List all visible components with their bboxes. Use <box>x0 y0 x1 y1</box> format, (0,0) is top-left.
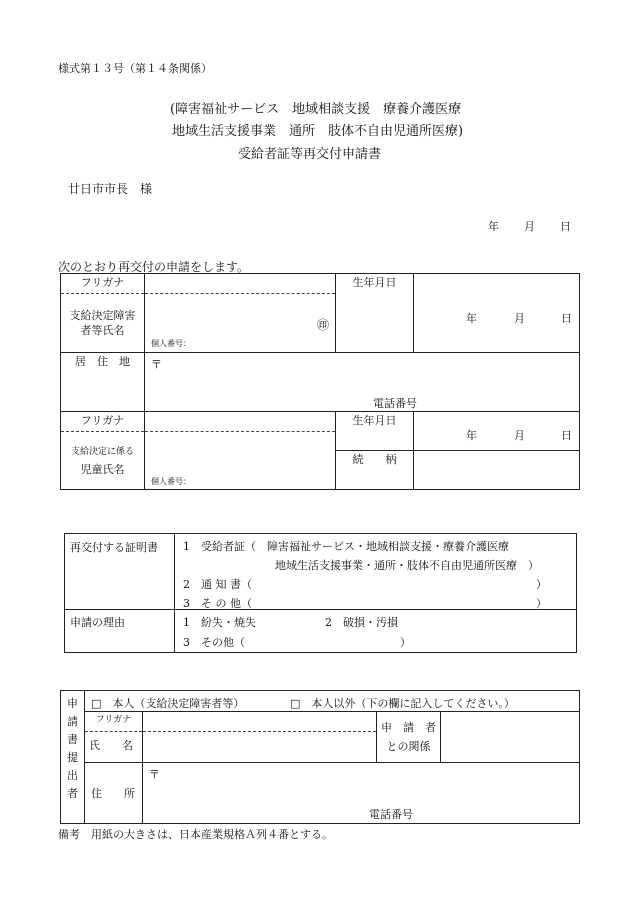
cert-label: 再交付する証明書 <box>65 534 175 610</box>
relation-input[interactable] <box>414 451 580 490</box>
submitter-address-label: 住 所 <box>85 763 143 824</box>
cert-item-3[interactable]: 3 そ の 他（ <box>183 597 252 610</box>
child-name-input[interactable] <box>145 432 336 490</box>
addressee: 廿日市市長 様 <box>68 182 153 196</box>
date-month: 月 <box>524 220 535 233</box>
birthdate-label: 生年月日 <box>336 274 414 353</box>
form-number: 様式第１３号（第１４条関係） <box>58 62 212 75</box>
furigana-input[interactable] <box>145 274 336 294</box>
child-birth-day: 日 <box>561 429 572 442</box>
birthdate-field[interactable] <box>414 274 580 353</box>
title-line-2: 地域生活支援事業 通所 肢体不自由児通所医療) <box>172 124 464 139</box>
personal-number-label: 個人番号： <box>151 339 191 348</box>
submitter-name-label: 氏 名 <box>85 732 143 763</box>
child-furigana-input[interactable] <box>145 412 336 432</box>
submitter-furigana-input[interactable] <box>143 712 377 732</box>
submitter-postal-mark: 〒 <box>149 768 160 781</box>
child-birthdate-field[interactable] <box>414 412 580 451</box>
cert-item-2-close: ） <box>536 578 547 591</box>
submitter-address-field[interactable] <box>143 763 580 824</box>
address-label: 居 住 地 <box>61 353 145 412</box>
submitter-phone-label: 電話番号 <box>369 808 413 821</box>
certificate-table <box>64 533 577 653</box>
title-line-1: (障害福祉サービス 地域相談支援 療養介護医療 <box>170 102 462 117</box>
submitter-relation-label: 申 請 者 との関係 <box>377 712 441 763</box>
reason-item-2[interactable]: 2 破損・汚損 <box>325 616 398 629</box>
date-day: 日 <box>560 220 571 233</box>
furigana-label: フリガナ <box>61 274 145 294</box>
option-other-checkbox[interactable]: □ 本人以外（下の欄に記入してください。） <box>290 697 515 710</box>
recipient-name-input[interactable] <box>145 294 336 353</box>
child-birthdate-label: 生年月日 <box>336 412 414 451</box>
submitter-side-label: 申 請 書 提 出 者 <box>61 691 85 824</box>
child-furigana-label: フリガナ <box>61 412 145 432</box>
child-birth-year: 年 <box>466 429 477 442</box>
page-title: 受給者証等再交付申請書 <box>238 147 382 162</box>
reason-item-1[interactable]: 1 紛失・焼失 <box>183 616 256 629</box>
phone-label: 電話番号 <box>373 397 417 410</box>
reason-label: 申請の理由 <box>65 610 175 653</box>
date-year: 年 <box>488 220 499 233</box>
relation-label: 続 柄 <box>336 451 414 490</box>
child-personal-number-label: 個人番号： <box>151 477 191 486</box>
recipient-name-label: 支給決定障害 者等氏名 <box>61 294 145 353</box>
address-field[interactable] <box>145 353 580 412</box>
seal-mark: ㊞ <box>317 318 330 332</box>
cert-item-3-close: ） <box>536 597 547 610</box>
cert-options <box>175 534 577 610</box>
intro-text: 次のとおり再交付の申請をします。 <box>58 260 250 274</box>
remarks: 備考 用紙の大きさは、日本産業規格Ａ列４番とする。 <box>58 828 333 841</box>
submitter-furigana-label: フリガナ <box>85 712 143 732</box>
submitter-table <box>60 690 580 824</box>
cert-item-2[interactable]: 2 通 知 書（ <box>183 578 252 591</box>
submitter-relation-input[interactable] <box>441 712 580 763</box>
postal-mark: 〒 <box>151 358 162 371</box>
applicant-table <box>60 273 580 490</box>
cert-item-1b: 地域生活支援事業・通所・肢体不自由児通所医療 ） <box>275 559 539 572</box>
child-birth-month: 月 <box>514 429 525 442</box>
option-self-checkbox[interactable]: □ 本人（支給決定障害者等） <box>91 697 245 710</box>
birth-year: 年 <box>466 312 477 325</box>
submitter-name-input[interactable] <box>143 732 377 763</box>
reason-options <box>175 610 577 653</box>
reason-item-3[interactable]: 3 その他（ <box>183 636 245 649</box>
birth-month: 月 <box>514 312 525 325</box>
cert-item-1[interactable]: 1 受給者証（ 障害福祉サービス・地域相談支援・療養介護医療 <box>183 540 509 553</box>
child-name-label: 支給決定に係る 児童氏名 <box>61 432 145 490</box>
reason-item-3-close: ） <box>400 636 411 649</box>
birth-day: 日 <box>561 312 572 325</box>
submitter-options <box>85 691 580 712</box>
